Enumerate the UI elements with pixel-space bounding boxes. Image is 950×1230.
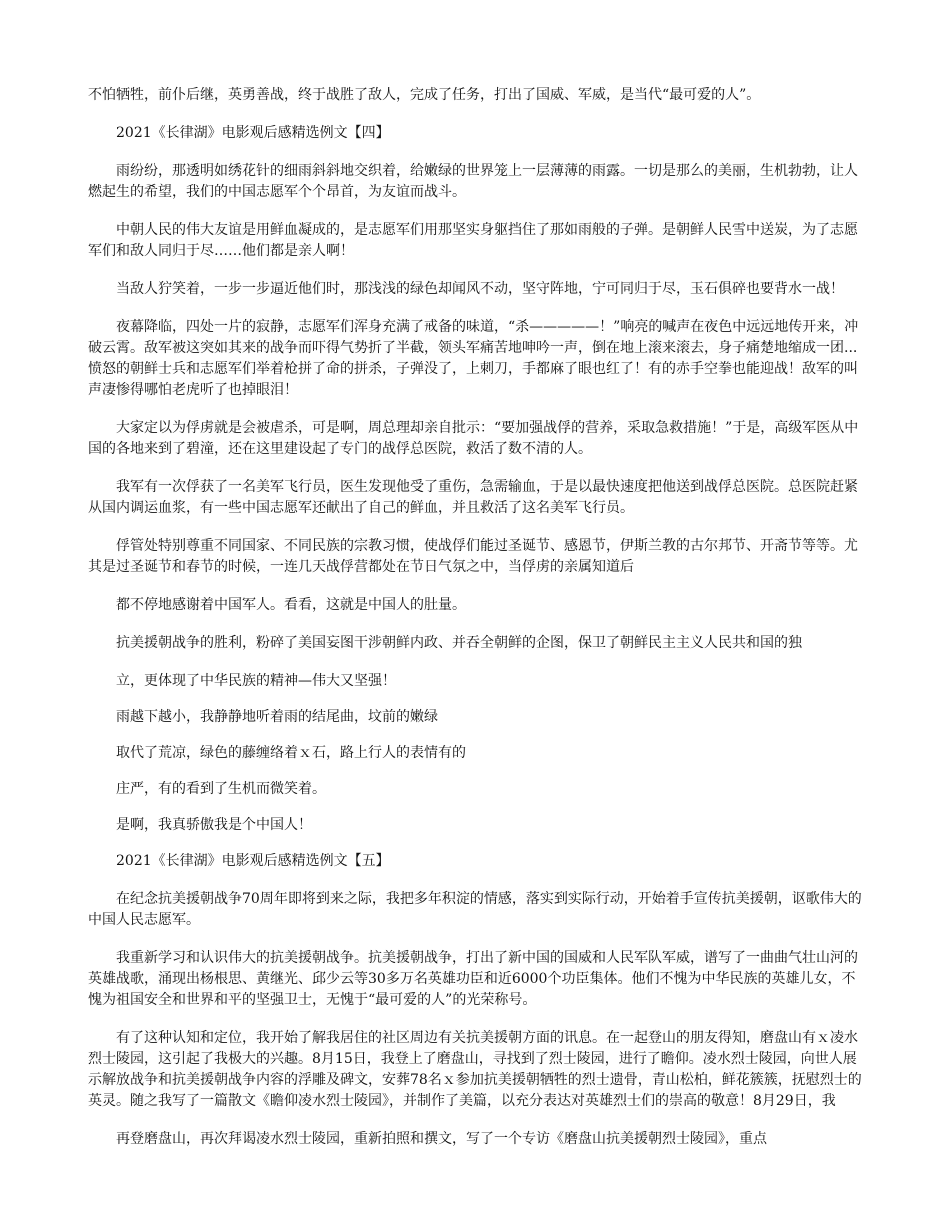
paragraph: 都不停地感谢着中国军人。看看，这就是中国人的肚量。	[116, 597, 466, 613]
paragraph: 立，更体现了中华民族的精神—伟大又坚强！	[116, 673, 396, 689]
paragraph: 我重新学习和认识伟大的抗美援朝战争。抗美援朝战争，打出了新中国的国威和人民军队军威，谱写了一曲曲气壮山河的英雄战歌，涌现出杨根思、黄继光、邱少云等30多万名英雄功臣和近6000个功臣集体。他们不愧为中华民族的英雄儿女，不愧为祖国安全和世界和平的坚强卫士，无愧于“最可爱的人”的光荣称号。	[88, 950, 858, 1008]
paragraph: 有了这种认知和定位，我开始了解我居住的社区周边有关抗美援朝方面的讯息。在一起登山的朋友得知，磨盘山有ｘ凌水烈士陵园，这引起了我极大的兴趣。8月15日，我登上了磨盘山，寻找到了烈士陵园，进行了瞻仰。凌水烈士陵园，向世人展示解放战争和抗美援朝战争内容的浮雕及碑文，安葬78名ｘ参加抗美援朝牺牲的烈士遗骨，青山松柏，鲜花簇簇，抚慰烈士的英灵。随之我写了一篇散文《瞻仰凌水烈士陵园》，并制作了美篇，以充分表达对英雄烈士们的崇高的敬意！8月29日，我	[88, 1030, 862, 1109]
paragraph: 是啊，我真骄傲我是个中国人！	[116, 817, 312, 833]
paragraph: 庄严，有的看到了生机而微笑着。	[116, 781, 326, 797]
section-heading-five: 2021《长律湖》电影观后感精选例文【五】	[116, 853, 390, 869]
paragraph: 在纪念抗美援朝战争70周年即将到来之际，我把多年积淀的情感，落实到实际行动，开始着手宣传抗美援朝，讴歌伟大的中国人民志愿军。	[88, 891, 862, 928]
paragraph: 大家定以为俘虏就是会被虐杀，可是啊，周总理却亲自批示：“要加强战俘的营养，采取急救措施！”于是，高级军医从中国的各地来到了碧潼，还在这里建设起了专门的战俘总医院，救活了数不清的人。	[88, 420, 859, 457]
section-heading-four: 2021《长律湖》电影观后感精选例文【四】	[116, 125, 390, 141]
paragraph: 抗美援朝战争的胜利，粉碎了美国妄图干涉朝鲜内政、并吞全朝鲜的企图，保卫了朝鲜民主主义人民共和国的独	[116, 635, 802, 651]
paragraph: 雨越下越小，我静静地听着雨的结尾曲，坟前的嫩绿	[116, 709, 438, 725]
paragraph-continuation: 不怕牺牲，前仆后继，英勇善战，终于战胜了敌人，完成了任务，打出了国威、军威，是当代“最可爱的人”。	[88, 87, 761, 103]
paragraph: 再登磨盘山，再次拜谒凌水烈士陵园，重新拍照和撰文，写了一个专访《磨盘山抗美援朝烈士陵园》，重点	[116, 1131, 767, 1147]
paragraph: 俘管处特别尊重不同国家、不同民族的宗教习惯，使战俘们能过圣诞节、感恩节，伊斯兰教的古尔邦节、开斋节等等。尤其是过圣诞节和春节的时候，一连几天战俘营都处在节日气氛之中，当俘虏的亲属知道后	[88, 538, 858, 575]
paragraph: 雨纷纷，那透明如绣花针的细雨斜斜地交织着，给嫩绿的世界笼上一层薄薄的雨露。一切是那么的美丽，生机勃勃，让人燃起生的希望，我们的中国志愿军个个昂首，为友谊而战斗。	[88, 163, 858, 200]
paragraph: 取代了荒凉，绿色的藤缠络着ｘ石，路上行人的表情有的	[116, 745, 466, 761]
paragraph: 我军有一次俘获了一名美军飞行员，医生发现他受了重伤，急需输血，于是以最快速度把他送到战俘总医院。总医院赶紧从国内调运血浆，有一些中国志愿军还献出了自己的鲜血，并且救活了这名美军飞行员。	[88, 479, 858, 516]
paragraph: 中朝人民的伟大友谊是用鲜血凝成的，是志愿军们用那坚实身躯挡住了那如雨般的子弹。是朝鲜人民雪中送炭，为了志愿军们和敌人同归于尽……他们都是亲人啊！	[88, 222, 858, 259]
paragraph: 夜幕降临，四处一片的寂静，志愿军们浑身充满了戒备的味道，“杀—————！”响亮的喊声在夜色中远远地传开来，冲破云霄。敌军被这突如其来的战争而吓得气势折了半截，领头军痛苦地呻吟一声，倒在地上滚来滚去，身子痛楚地缩成一团...愤怒的朝鲜士兵和志愿军们举着枪拼了命的拼杀，子弹没了，上刺刀，手都麻了眼也红了！有的赤手空拳也能迎战！敌军的叫声凄惨得哪怕老虎听了也掉眼泪！	[88, 319, 859, 398]
paragraph: 当敌人狞笑着，一步一步逼近他们时，那浅浅的绿色却闻风不动，坚守阵地，宁可同归于尽，玉石俱碎也要背水一战！	[116, 281, 844, 297]
